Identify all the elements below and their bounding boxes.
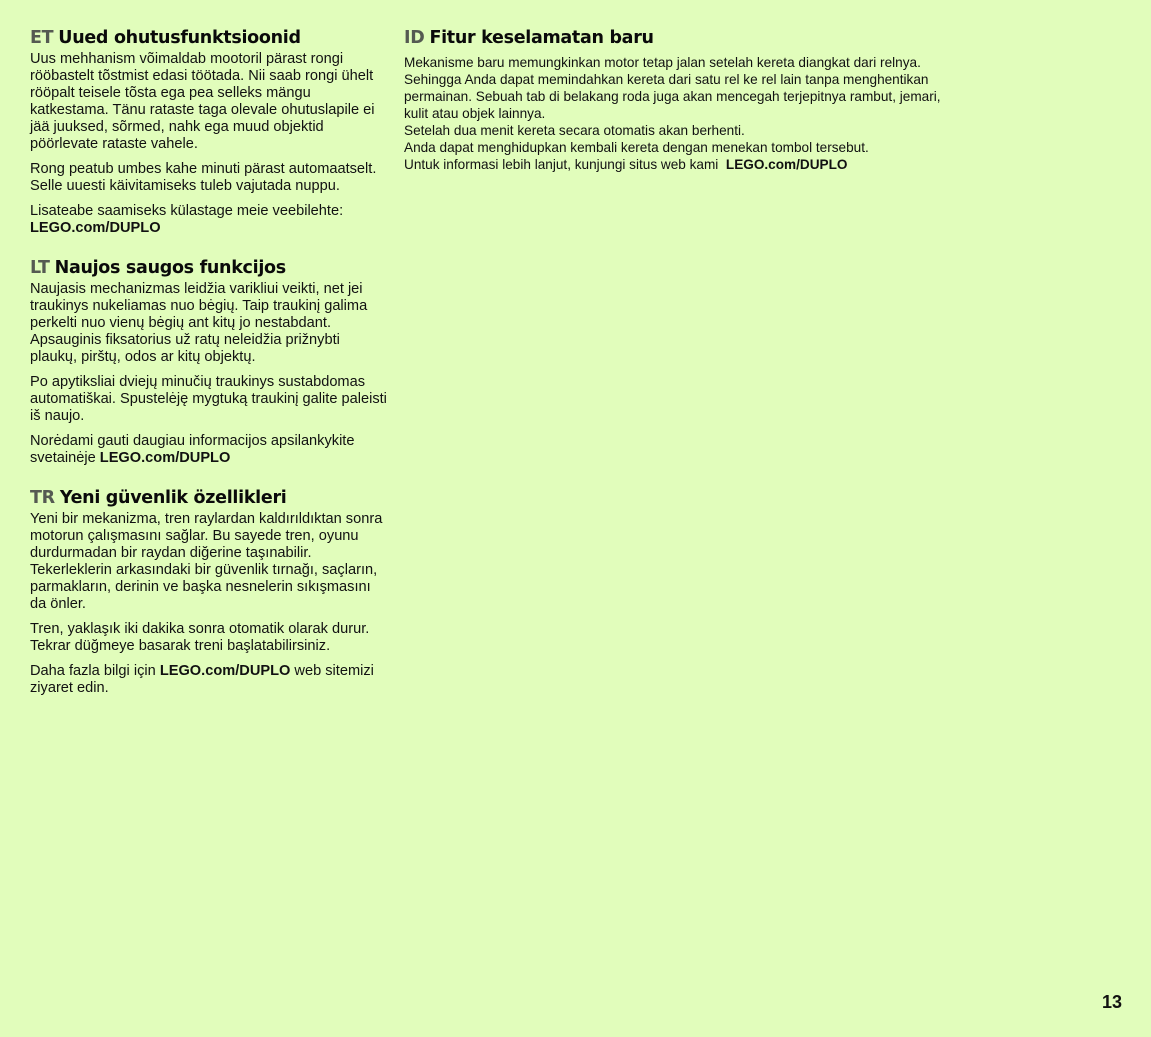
website-link[interactable]: LEGO.com/DUPLO [99, 450, 231, 466]
section-title-lt [30, 257, 390, 279]
section-et [30, 27, 390, 237]
section-title-id [404, 27, 1024, 49]
text-line: permainan. Sebuah tab di belakang roda juga akan mencegah terjepitnya rambut, jemari, [404, 89, 941, 104]
section-heading: Naujos saugos funkcijos [54, 258, 286, 278]
right-column [404, 27, 1024, 193]
paragraph: Uus mehhanism võimaldab mootoril pärast rongi rööbastelt tõstmist edasi töötada. Nii saab rongi ühelt rööpalt teisele tõsta ega pea selleks mängu katkestama. Tänu rataste taga olevale ohutuslapile ei jää juuksed, sõrmed, nahk ega muud objektid pöörlevate rataste vahele. [30, 51, 375, 152]
paragraph: Yeni bir mekanizma, tren raylardan kaldırıldıktan sonra motorun çalışmasını sağlar. Bu sayede tren, oyunu durdurmadan bir raydan diğerine taşınabilir. Tekerleklerin arkasındaki bir güvenlik tırnağı, saçların, parmakların, derinin ve başka nesnelerin sıkışmasını da önler. [30, 511, 383, 612]
info-text: Lisateabe saamiseks külastage meie veebilehte: [30, 203, 344, 219]
language-code: LT [30, 258, 50, 278]
section-heading: Fitur keselamatan baru [429, 28, 654, 48]
info-text: Norėdami gauti daugiau informacijos apsilankykite svetainėje [30, 433, 355, 466]
section-heading: Uued ohutusfunktsioonid [58, 28, 301, 48]
section-title-et [30, 27, 390, 49]
paragraph: Rong peatub umbes kahe minuti pärast automaatselt. Selle uuesti käivitamiseks tuleb vajutada nuppu. [30, 161, 377, 194]
section-id [404, 27, 1024, 173]
info-paragraph [30, 203, 390, 237]
info-paragraph [30, 663, 390, 697]
info-text-after: web sitemizi ziyaret edin. [30, 663, 374, 696]
section-lt [30, 257, 390, 467]
language-code: ET [30, 28, 54, 48]
website-link[interactable]: LEGO.com/DUPLO [725, 157, 848, 172]
website-link[interactable]: LEGO.com/DUPLO [159, 663, 291, 679]
text-line: Anda dapat menghidupkan kembali kereta dengan menekan tombol tersebut. [404, 140, 869, 155]
section-title-tr [30, 487, 390, 509]
info-text: Untuk informasi lebih lanjut, kunjungi situs web kami [404, 157, 719, 172]
text-line: Setelah dua menit kereta secara otomatis akan berhenti. [404, 123, 745, 138]
info-text: Daha fazla bilgi için [30, 663, 156, 679]
section-tr [30, 487, 390, 697]
text-line: Sehingga Anda dapat memindahkan kereta dari satu rel ke rel lain tanpa menghentikan [404, 72, 929, 87]
text-line: kulit atau objek lainnya. [404, 106, 546, 121]
info-line [404, 156, 1024, 173]
language-code: TR [30, 488, 55, 508]
paragraph: Tren, yaklaşık iki dakika sonra otomatik olarak durur. Tekrar düğmeye basarak treni başlatabilirsiniz. [30, 621, 370, 654]
info-paragraph [30, 433, 390, 467]
paragraph: Naujasis mechanizmas leidžia varikliui veikti, net jei traukinys nukeliamas nuo bėgių. Taip traukinį galima perkelti nuo vienų bėgių ant kitų jo nestabdant. Apsauginis fiksatorius už ratų neleidžia prižnybti plaukų, pirštų, odos ar kitų objektų. [30, 281, 368, 365]
page-number: 13 [1101, 992, 1122, 1012]
website-link[interactable]: LEGO.com/DUPLO [30, 220, 161, 236]
language-code: ID [404, 28, 425, 48]
paragraph: Po apytiksliai dviejų minučių traukinys sustabdomas automatiškai. Spustelėję mygtuką traukinį galite paleisti iš naujo. [30, 374, 387, 424]
text-line: Mekanisme baru memungkinkan motor tetap jalan setelah kereta diangkat dari relnya. [404, 55, 921, 70]
section-heading: Yeni güvenlik özellikleri [59, 488, 287, 508]
left-column [30, 27, 390, 717]
